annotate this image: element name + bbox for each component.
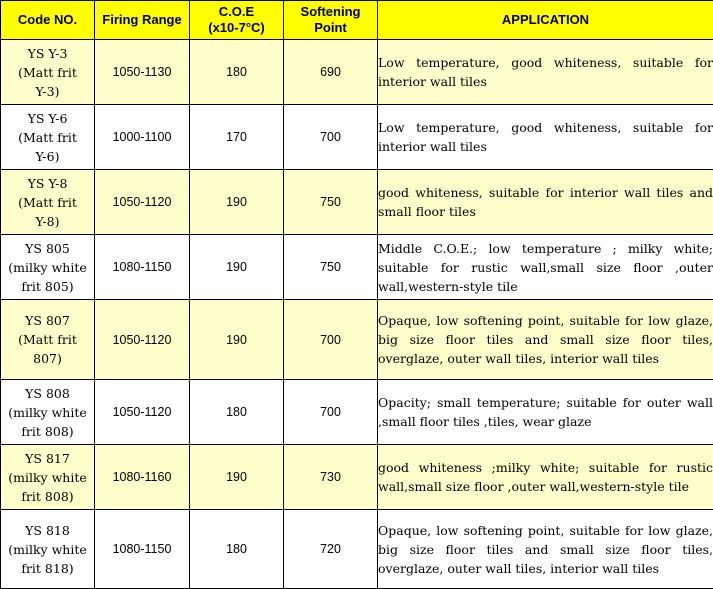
application-text: Middle C.O.E.; low temperature ; milky white; suitable for rustic wall,small size floor ,outer wall,western-style tile [378, 239, 713, 296]
application-cell [378, 170, 713, 235]
table-row [1, 380, 713, 445]
firing-range-cell: 1050-1120 [95, 170, 190, 235]
application-text: Opaque, low softening point, suitable for low glaze, big size floor tiles and small size floor tiles, overglaze, outer wall tiles, interior wall tiles [378, 311, 713, 368]
firing-range-cell: 1000-1100 [95, 105, 190, 170]
header-coe: C.O.E (x10-7°C) [190, 1, 284, 40]
code-cell: YS 807 (Matt frit 807) [1, 300, 95, 380]
header-row [1, 1, 713, 40]
header-code: Code NO. [1, 1, 95, 40]
code-cell: YS Y-3 (Matt frit Y-3) [1, 40, 95, 105]
table-row [1, 40, 713, 105]
code-cell: YS Y-6 (Matt frit Y-6) [1, 105, 95, 170]
application-text: Low temperature, good whiteness, suitable for interior wall tiles [378, 118, 713, 156]
coe-cell: 170 [190, 105, 284, 170]
table-row [1, 300, 713, 380]
application-cell [378, 380, 713, 445]
coe-cell: 180 [190, 40, 284, 105]
application-text: good whiteness ;milky white; suitable for rustic wall,small size floor ,outer wall,western-style tile [378, 458, 713, 496]
firing-range-cell: 1050-1120 [95, 380, 190, 445]
header-softening-point: Softening Point [284, 1, 378, 40]
softening-point-cell: 690 [284, 40, 378, 105]
table-row [1, 445, 713, 510]
header-firing-range: Firing Range [95, 1, 190, 40]
firing-range-cell: 1080-1160 [95, 445, 190, 510]
code-cell: YS 817 (milky white frit 808) [1, 445, 95, 510]
application-text: good whiteness, suitable for interior wall tiles and small floor tiles [378, 183, 713, 221]
table-row [1, 105, 713, 170]
softening-point-cell: 700 [284, 380, 378, 445]
softening-point-cell: 700 [284, 300, 378, 380]
coe-cell: 180 [190, 510, 284, 589]
code-cell: YS 805 (milky white frit 805) [1, 235, 95, 300]
application-cell [378, 510, 713, 589]
application-cell [378, 300, 713, 380]
application-cell [378, 40, 713, 105]
coe-cell: 190 [190, 300, 284, 380]
table-row [1, 235, 713, 300]
firing-range-cell: 1080-1150 [95, 510, 190, 589]
coe-cell: 190 [190, 445, 284, 510]
softening-point-cell: 750 [284, 235, 378, 300]
firing-range-cell: 1050-1130 [95, 40, 190, 105]
softening-point-cell: 730 [284, 445, 378, 510]
table-row [1, 170, 713, 235]
softening-point-cell: 750 [284, 170, 378, 235]
code-cell: YS 808 (milky white frit 808) [1, 380, 95, 445]
application-text: Low temperature, good whiteness, suitable for interior wall tiles [378, 53, 713, 91]
firing-range-cell: 1080-1150 [95, 235, 190, 300]
coe-cell: 190 [190, 235, 284, 300]
code-cell: YS 818 (milky white frit 818) [1, 510, 95, 589]
coe-cell: 180 [190, 380, 284, 445]
coe-cell: 190 [190, 170, 284, 235]
softening-point-cell: 700 [284, 105, 378, 170]
code-cell: YS Y-8 (Matt frit Y-8) [1, 170, 95, 235]
table-row [1, 510, 713, 589]
firing-range-cell: 1050-1120 [95, 300, 190, 380]
application-cell [378, 445, 713, 510]
header-application: APPLICATION [378, 1, 713, 40]
application-text: Opacity; small temperature; suitable for outer wall ,small floor tiles ,tiles, wear glaze [378, 393, 713, 431]
application-text: Opaque, low softening point, suitable for low glaze, big size floor tiles and small size floor tiles, overglaze, outer wall tiles, interior wall tiles [378, 521, 713, 578]
softening-point-cell: 720 [284, 510, 378, 589]
application-cell [378, 235, 713, 300]
application-cell [378, 105, 713, 170]
